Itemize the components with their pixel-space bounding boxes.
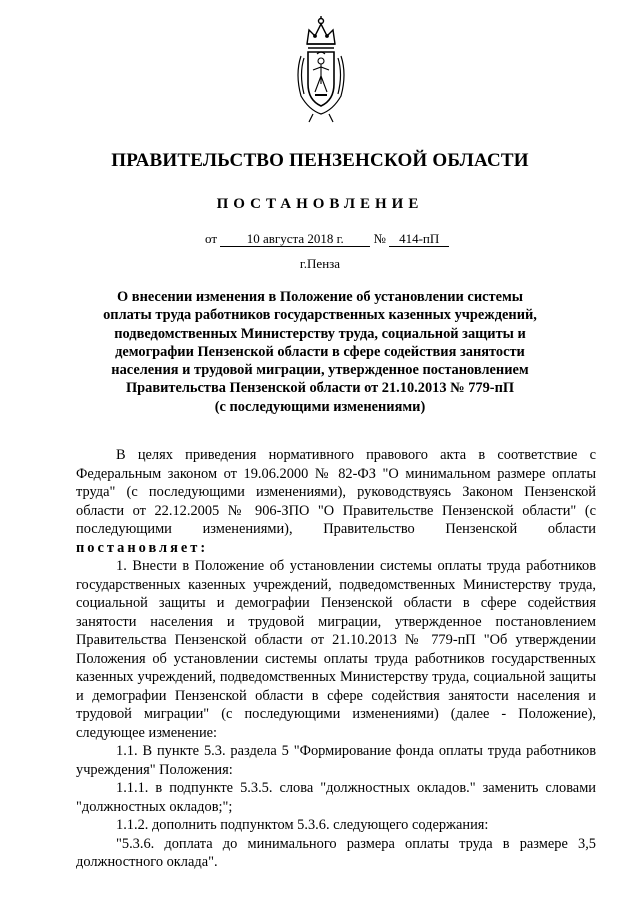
item-1: 1. Внести в Положение об установлении системы оплаты труда работников государственных казенных учреждений, подведомственных Министерству труда, социальной защиты и демографии Пензенской области в сфере содействия занятости населения и трудовой миграции, утвержденное постановлением Правительства Пензенской области от 21.10.2013 № 779-пП "Об утверждении Положения об установлении системы оплаты труда работников государственных казенных учреждений, подведомственных Министерству труда, социальной защиты и демографии Пензенской области в сфере содействия занятости населения и трудовой миграции" (с последующими изменениями) (далее - Положение), следующее изменение: [76,558,596,741]
preamble-text: В целях приведения нормативного правового акта в соответствие с Федеральным законом от 19.06.2000 № 82-ФЗ "О минимальном размере оплаты труда" (с последующими изменениями), руководствуясь Законом Пензенской области от 22.12.2005 № 906-ЗПО "О Правительстве Пензенской области" (с последующими изменениями), Правительство Пензенской области [76,447,596,537]
document-date: 10 августа 2018 г. [220,232,370,247]
document-body [76,446,596,872]
government-name: ПРАВИТЕЛЬСТВО ПЕНЗЕНСКОЙ ОБЛАСТИ [111,150,529,171]
item-5-3-6-quote: "5.3.6. доплата до минимального размера оплаты труда в размере 3,5 должностного оклада". [76,835,596,870]
penza-coat-of-arms-icon [291,14,351,124]
heading-line: Правительства Пензенской области от 21.10.2013 № 779-пП [125,380,515,397]
heading-line: демографии Пензенской области в сфере содействия занятости [115,343,525,360]
heading-line: оплаты труда работников государственных казенных учреждений, [103,307,537,324]
decree-word: постановляет: [76,539,209,556]
date-prefix: от [205,231,218,246]
heading-line: населения и трудовой миграции, утвержденное постановлением [111,362,529,379]
item-1-1-1: 1.1.1. в подпункте 5.3.5. слова "должностных окладов." заменить словами "должностных окладов;"; [76,780,596,815]
item-1-1-2: 1.1.2. дополнить подпунктом 5.3.6. следующего содержания: [116,817,489,833]
city: г.Пенза [299,256,341,271]
number-prefix: № [373,231,386,246]
date-number-line [205,231,449,247]
item-1-1: 1.1. В пункте 5.3. раздела 5 "Формирование фонда оплаты труда работников учреждения" Положения: [76,743,596,778]
preamble-paragraph [76,446,596,557]
heading-line: О внесении изменения в Положение об установлении системы [117,289,523,305]
heading-line: подведомственных Министерству труда, социальной защиты и [114,325,526,342]
document-number: 414-пП [389,232,449,247]
document-type: ПОСТАНОВЛЕНИЕ [216,196,424,212]
document-heading [90,288,550,416]
heading-line: (с последующими изменениями) [214,398,426,415]
